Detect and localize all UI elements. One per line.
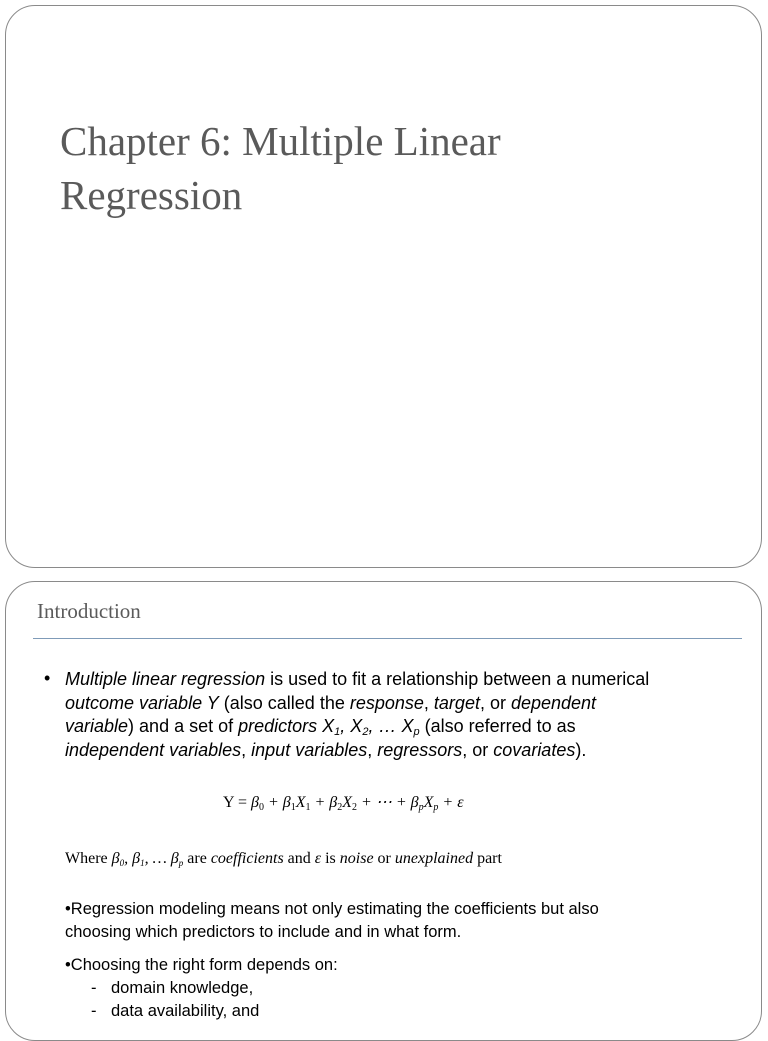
chapter-title-line2: Regression xyxy=(60,172,243,218)
regression-equation: $Y = \beta_0 + \beta_1X_1 + \beta_2X_2$ + ⋯ + $\beta_pX_p + \varepsilon$ xyxy=(223,794,464,813)
chapter-title xyxy=(60,114,501,222)
slide-heading: Introduction xyxy=(37,599,141,623)
form-bullet xyxy=(65,954,665,1023)
bullet-icon: • xyxy=(44,668,51,688)
introduction-slide xyxy=(5,581,762,1041)
coefficients-note: Where $\beta_0$, $\beta_1$, … $\beta_p$ are coefficients and ε is noise or unexplained part xyxy=(65,850,502,868)
list-item: - domain knowledge, xyxy=(91,979,254,997)
title-slide xyxy=(5,5,762,568)
list-item: - data availability, and xyxy=(91,1002,260,1020)
form-bullet-text: •Choosing the right form depends on: xyxy=(65,956,338,974)
definition-paragraph: Multiple linear regression is used to fit a relationship between a numerical outcome variable Y (also called the response, target, or dependent variable) and a set of predictors $X_1$, $X_2$, … $X_p$ (also referred to as independent variables, input variables, regressors, or covariates). xyxy=(65,669,650,760)
modeling-bullet: •Regression modeling means not only estimating the coefficients but also choosing which predictors to include and in what form. xyxy=(65,900,599,941)
heading-divider xyxy=(33,638,742,639)
chapter-title-line1: Chapter 6: Multiple Linear xyxy=(60,118,501,164)
